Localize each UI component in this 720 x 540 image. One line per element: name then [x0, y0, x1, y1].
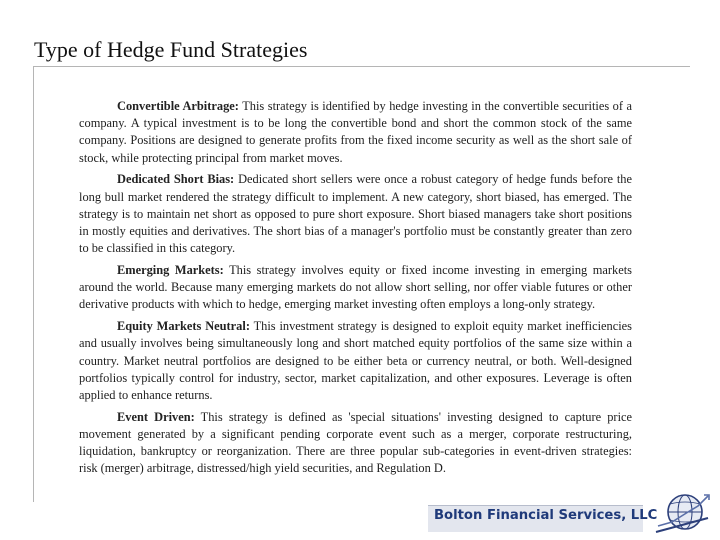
strategy-emerging-markets: [79, 262, 632, 314]
globe-logo-icon: [652, 482, 714, 538]
strategy-description: This strategy involves equity or fixed income investing in emerging markets around the world. Because many emerging markets do not allow short selling, nor offer viable futures or other derivative products with which to hedge, emerging market investing often employs a long-only strategy.: [79, 263, 633, 312]
strategy-term: Emerging Markets:: [117, 263, 224, 278]
strategy-dedicated-short-bias: [79, 171, 632, 257]
company-name: Bolton Financial Services, LLC: [434, 508, 658, 523]
strategy-term: Convertible Arbitrage:: [117, 99, 239, 113]
strategy-equity-markets-neutral: [79, 318, 632, 404]
strategy-description: This strategy is identified by hedge investing in the convertible securities of a company. A typical investment is to be long the convertible bond and short the common stock of the same company. Positions are designed to generate profits from the fixed income security as well as the short sale of stock, while protecting principal from market moves.: [79, 99, 633, 165]
strategy-event-driven: [79, 409, 632, 478]
slide-title: Type of Hedge Fund Strategies: [34, 37, 308, 62]
strategy-term: Dedicated Short Bias:: [117, 172, 235, 187]
strategy-description: This strategy is defined as 'special situations' investing designed to capture price movement generated by a significant pending corporate event such as a merger, corporate restructuring, liquidation, bankruptcy or reorganization. There are three popular sub-categories in event-driven strategies: risk (merger) arbitrage, distressed/high yield securities, and Regulation D.: [79, 409, 633, 476]
title-divider: [34, 66, 690, 67]
strategy-description: Dedicated short sellers were once a robust category of hedge funds before the long bull market rendered the strategy difficult to implement. A new category, short biased, has emerged. The strategy is to maintain net short as opposed to pure short exposure. Short biased managers take short positions in mostly equities and derivatives. The short bias of a manager's portfolio must be constantly greater than zero to be classified in this category.: [79, 172, 632, 256]
strategy-term: Event Driven:: [117, 409, 195, 424]
strategy-convertible-arbitrage: [79, 98, 632, 167]
left-divider: [33, 66, 34, 502]
strategy-list: [79, 98, 632, 482]
strategy-description: This investment strategy is designed to exploit equity market inefficiencies and usually involves being simultaneously long and short matched equity portfolios of the same size within a country. Market neutral portfolios are designed to be either beta or currency neutral, or both. Well-designed portfolios typically control for industry, sector, market capitalization, and other exposures. Leverage is often applied to enhance returns.: [79, 319, 633, 403]
strategy-term: Equity Markets Neutral:: [117, 319, 250, 334]
